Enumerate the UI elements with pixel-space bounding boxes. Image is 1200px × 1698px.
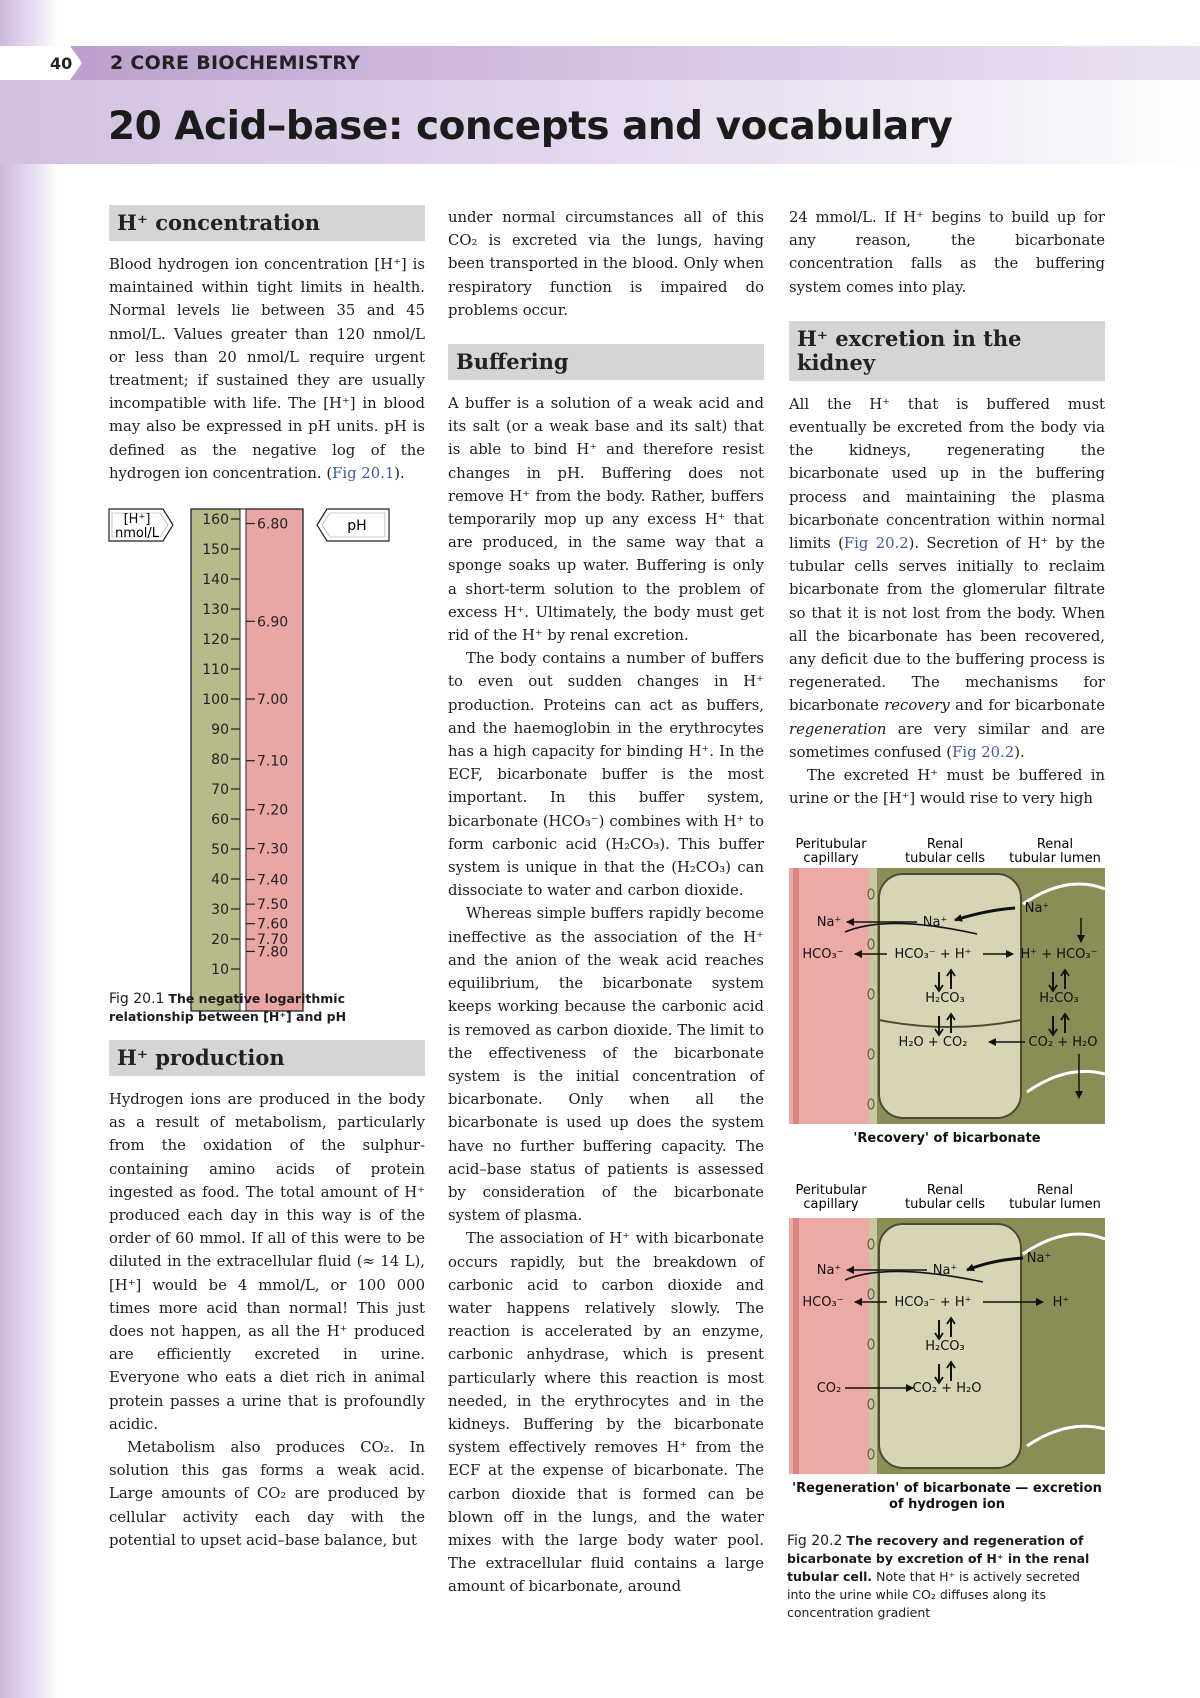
label-na-cell: Na⁺ bbox=[932, 1263, 958, 1278]
label-na-lumen: Na⁺ bbox=[1026, 1251, 1052, 1266]
heading-line-2: kidney bbox=[797, 349, 876, 375]
page-number: 40 bbox=[50, 54, 73, 73]
ph-tick-label: 7.20 bbox=[257, 802, 289, 819]
panel-a-label: 'Recovery' of bicarbonate bbox=[853, 1131, 1041, 1146]
ph-tick-label: 7.40 bbox=[257, 872, 289, 889]
axis-label-h: [H⁺] bbox=[123, 512, 151, 528]
paragraph-excretion-1 bbox=[789, 393, 1105, 764]
ph-tick-label: 7.70 bbox=[257, 932, 289, 949]
figure-20-2-caption bbox=[787, 1532, 1105, 1622]
text-run: ). bbox=[1014, 743, 1025, 761]
panel-regeneration bbox=[789, 1218, 1105, 1474]
text-run: and for bicarbonate bbox=[949, 697, 1105, 715]
section-heading-h-excretion bbox=[789, 321, 1105, 381]
paragraph-continued: under normal circumstances all of this CO₂ is excreted via the lungs, having been transported in the blood. Only when respiratory function is impaired do problems occur. bbox=[448, 209, 764, 319]
heading-tubular-cells-2: tubular cells bbox=[904, 1197, 986, 1212]
paragraph-h-concentration bbox=[109, 253, 425, 485]
figure-link-20-2[interactable]: Fig 20.2 bbox=[843, 535, 909, 553]
caption-label: Fig 20.2 bbox=[787, 1533, 843, 1549]
heading-tubular-cells: Renal bbox=[926, 1183, 964, 1198]
ph-scale-diagram bbox=[107, 507, 407, 1017]
ph-tick-label: 7.50 bbox=[257, 897, 289, 914]
left-decorative-band bbox=[0, 0, 58, 1698]
h-tick-label: 30 bbox=[211, 902, 229, 919]
heading-tubular-lumen-2: tubular lumen bbox=[1009, 1197, 1101, 1212]
text-run: are very similar and are sometimes confused ( bbox=[789, 720, 1105, 761]
heading-tubular-lumen: Renal bbox=[1036, 1183, 1074, 1198]
label-hco3-capillary: HCO₃⁻ bbox=[802, 947, 844, 962]
label-lumen-h: H⁺ bbox=[1052, 1295, 1070, 1310]
text-run: ). bbox=[394, 464, 405, 482]
ph-tick-label: 7.10 bbox=[257, 753, 289, 770]
h-tick-label: 140 bbox=[202, 572, 229, 589]
h-tick-label: 110 bbox=[202, 662, 229, 679]
page-title: 20 Acid–base: concepts and vocabulary bbox=[108, 104, 953, 149]
h-tick-label: 160 bbox=[202, 512, 229, 529]
panel-recovery bbox=[789, 868, 1105, 1124]
label-na-lumen: Na⁺ bbox=[1024, 901, 1050, 916]
paragraph-buffering-3: Whereas simple buffers rapidly become ineffective as the association of the H⁺ and the anion of the weak acid reaches equilibrium, the bicarbonate system keeps working because the carbonic acid is removed as carbon dioxide. The limit to the effectiveness of the bicarbonate system is the initial concentration of bicarbonate. Only when all the bicarbonate is used up does the system have no further buffering capacity. The acid–base status of patients is assessed by consideration of the bicarbonate system of plasma. bbox=[448, 905, 764, 1225]
heading-line-1: H⁺ excretion in the bbox=[797, 325, 1022, 351]
h-tick-label: 50 bbox=[211, 842, 229, 859]
figure-20-2 bbox=[787, 834, 1107, 1624]
paragraph-h-production-1: Hydrogen ions are produced in the body as a result of metabolism, particularly from the oxidation of the sulphur-containing amino acids of protein ingested as food. The total amount of H⁺ produced each day in this way is of the order of 60 mmol. If all of this were to be diluted in the extracellular fluid (≈ 14 L), [H⁺] would be 4 mmol/L, or 100 000 times more acid than normal! This just does not happen, as all the H⁺ produced are efficiently excreted in urine. Everyone who eats a diet rich in animal protein passes a urine that is profoundly acidic. bbox=[109, 1091, 425, 1433]
label-na-capillary: Na⁺ bbox=[816, 1263, 842, 1278]
figure-20-1 bbox=[109, 507, 425, 1025]
h-tick-label: 60 bbox=[211, 812, 229, 829]
heading-capillary-2: capillary bbox=[803, 851, 859, 866]
paragraph-buffering-1: A buffer is a solution of a weak acid and its salt (or a weak base and its salt) that is able to bind H⁺ and therefore resist changes in pH. Buffering does not remove H⁺ from the body. Rather, buffers temporarily mop up any excess H⁺ that are produced, in the same way that a sponge soaks up water. Buffering is only a short-term solution to the problem of excess H⁺. Ultimately, the body must get rid of the H⁺ by renal excretion. bbox=[448, 395, 764, 645]
ph-tick-label: 7.00 bbox=[257, 692, 289, 709]
label-cell-equation-1: HCO₃⁻ + H⁺ bbox=[894, 1295, 972, 1310]
label-cell-equation-2: CO₂ + H₂O bbox=[912, 1381, 982, 1396]
ph-tick-label: 7.80 bbox=[257, 944, 289, 961]
h-tick-label: 20 bbox=[211, 932, 229, 949]
section-heading-h-production: H⁺ production bbox=[109, 1040, 425, 1076]
h-tick-label: 100 bbox=[202, 692, 229, 709]
caption-bold: The recovery and regeneration of bicarbonate by excretion of H⁺ in the renal tubular cell. bbox=[787, 1533, 1090, 1584]
heading-tubular-lumen-2: tubular lumen bbox=[1009, 851, 1101, 866]
heading-tubular-cells-2: tubular cells bbox=[904, 851, 986, 866]
label-na-capillary: Na⁺ bbox=[816, 915, 842, 930]
panel-b-label-1: 'Regeneration' of bicarbonate — excretion bbox=[792, 1481, 1102, 1496]
h-tick-label: 150 bbox=[202, 542, 229, 559]
section-heading-buffering: Buffering bbox=[448, 344, 764, 380]
h-tick-label: 70 bbox=[211, 782, 229, 799]
h-tick-label: 120 bbox=[202, 632, 229, 649]
heading-capillary: Peritubular bbox=[795, 837, 867, 852]
text-run: Blood hydrogen ion concentration [H⁺] is maintained within tight limits in health. Normal levels lie between 35 and 45 nmol/L. Values greater than 120 nmol/L or less than 20 nmol/L require urgent treatment; if sustained they are usually incompatible with life. The [H⁺] in blood may also be expressed in pH units. pH is defined as the negative log of the hydrogen ion concentration. ( bbox=[109, 256, 425, 482]
text-run: All the H⁺ that is buffered must eventually be excreted from the body via the kidneys, regenerating the bicarbonate used up in the buffering process and maintaining the plasma bicarbonate concentration within normal limits ( bbox=[789, 395, 1105, 553]
emphasis-regeneration: regeneration bbox=[789, 720, 887, 738]
heading-tubular-cells: Renal bbox=[926, 837, 964, 852]
renal-tubule-diagram bbox=[787, 834, 1107, 1524]
heading-tubular-lumen: Renal bbox=[1036, 837, 1074, 852]
ph-tick-label: 7.60 bbox=[257, 916, 289, 933]
column-2 bbox=[448, 206, 764, 1599]
caption-label: Fig 20.1 bbox=[109, 991, 165, 1008]
column-1 bbox=[109, 205, 425, 1552]
h-tick-label: 90 bbox=[211, 722, 229, 739]
h-tick-label: 80 bbox=[211, 752, 229, 769]
axis-label-ph: pH bbox=[347, 518, 367, 535]
heading-capillary: Peritubular bbox=[795, 1183, 867, 1198]
h-tick-label: 130 bbox=[202, 602, 229, 619]
section-heading-h-concentration: H⁺ concentration bbox=[109, 205, 425, 241]
figure-link-20-2[interactable]: Fig 20.2 bbox=[952, 743, 1015, 761]
paragraph-h-production-2: Metabolism also produces CO₂. In solution this gas forms a weak acid. Large amounts of CO₂ are produced by cellular activity each day with the potential to upset acid–base balance, but bbox=[109, 1439, 425, 1549]
label-na-cell: Na⁺ bbox=[922, 915, 948, 930]
axis-label-nmol: nmol/L bbox=[114, 526, 160, 542]
label-lumen-equation-1: H⁺ + HCO₃⁻ bbox=[1020, 947, 1098, 962]
label-lumen-h2co3: H₂CO₃ bbox=[1039, 991, 1079, 1006]
panel-b-label-2: of hydrogen ion bbox=[888, 1497, 1006, 1512]
caption-text: Note that H⁺ is actively secreted into the urine while CO₂ diffuses along its concentration gradient bbox=[787, 1569, 1080, 1620]
chapter-title: 2 CORE BIOCHEMISTRY bbox=[110, 52, 361, 74]
paragraph-excretion-2: The excreted H⁺ must be buffered in urine or the [H⁺] would rise to very high bbox=[789, 767, 1105, 808]
emphasis-recovery: recovery bbox=[884, 697, 950, 715]
text-run: ). Secretion of H⁺ by the tubular cells serves initially to reclaim bicarbonate from the glomerular filtrate so that it is not lost from the body. When all the bicarbonate has been recovered, any deficit due to the buffering process is regenerated. The mechanisms for bicarbonate bbox=[789, 535, 1106, 715]
heading-capillary-2: capillary bbox=[803, 1197, 859, 1212]
column-3 bbox=[789, 206, 1105, 810]
paragraph-buffering-4: The association of H⁺ with bicarbonate occurs rapidly, but the breakdown of carbonic acid to carbon dioxide and water happens relatively slowly. The reaction is accelerated by an enzyme, carbonic anhydrase, which is present particularly where this reaction is most needed, in the erythrocytes and in the kidneys. Buffering by the bicarbonate system effectively removes H⁺ from the ECF at the expense of bicarbonate. The carbon dioxide that is formed can be blown off in the lungs, and the water mixes with the large body water pool. The extracellular fluid contains a large amount of bicarbonate, around bbox=[448, 1230, 764, 1596]
label-cell-equation-2: H₂O + CO₂ bbox=[898, 1035, 968, 1050]
label-hco3-capillary: HCO₃⁻ bbox=[802, 1295, 844, 1310]
label-lumen-equation-2: CO₂ + H₂O bbox=[1028, 1035, 1098, 1050]
figure-link-20-1[interactable]: Fig 20.1 bbox=[332, 464, 395, 482]
label-cell-h2co3: H₂CO₃ bbox=[925, 1339, 965, 1354]
ph-tick-label: 6.90 bbox=[257, 614, 289, 631]
paragraph-continued: 24 mmol/L. If H⁺ begins to build up for any reason, the bicarbonate concentration falls as the buffering system comes into play. bbox=[789, 209, 1105, 296]
ph-tick-label: 7.30 bbox=[257, 841, 289, 858]
h-tick-label: 10 bbox=[211, 962, 229, 979]
label-cell-equation-1: HCO₃⁻ + H⁺ bbox=[894, 947, 972, 962]
label-cell-h2co3: H₂CO₃ bbox=[925, 991, 965, 1006]
label-co2-capillary: CO₂ bbox=[816, 1381, 842, 1396]
h-tick-label: 40 bbox=[211, 872, 229, 889]
paragraph-buffering-2: The body contains a number of buffers to even out sudden changes in H⁺ production. Proteins can act as buffers, and the haemoglobin in the erythrocytes has a high capacity for binding H⁺. In the ECF, bicarbonate buffer is the most important. In this buffer system, bicarbonate (HCO₃⁻) combines with H⁺ to form carbonic acid (H₂CO₃). This buffer system is unique in that the (H₂CO₃) can dissociate to water and carbon dioxide. bbox=[448, 650, 764, 900]
figure-20-1-caption bbox=[109, 990, 409, 1026]
caption-text: The negative logarithmic relationship between [H⁺] and pH bbox=[109, 991, 347, 1025]
ph-tick-label: 6.80 bbox=[257, 516, 289, 533]
